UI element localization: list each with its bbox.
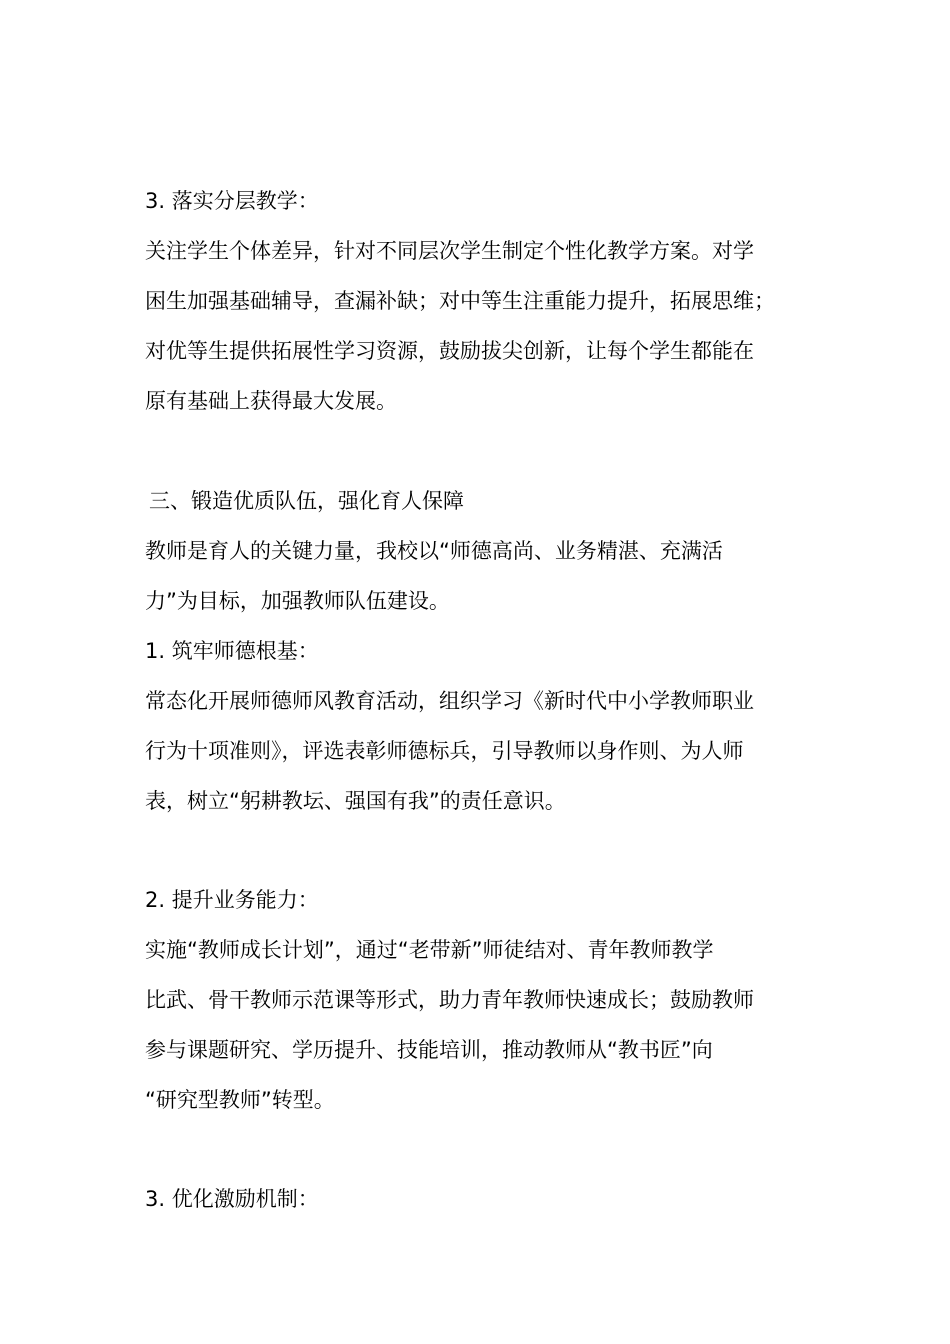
paragraph-line: 参与课题研究、学历提升、技能培训，推动教师从“教书匠”向 (145, 1038, 713, 1062)
paragraph-line: 行为十项准则》，评选表彰师德标兵，引导教师以身作则、为人师 (145, 739, 744, 763)
paragraph-line: 实施“教师成长计划”，通过“老带新”师徒结对、青年教师教学 (145, 938, 714, 962)
paragraph-line: 表，树立“躬耕教坛、强国有我”的责任意识。 (145, 789, 566, 813)
paragraph-line: 原有基础上获得最大发展。 (145, 389, 397, 413)
paragraph-line: 困生加强基础辅导，查漏补缺；对中等生注重能力提升，拓展思维； (145, 289, 775, 313)
subheading-layered-teaching: 3. 落实分层教学： (145, 189, 319, 213)
paragraph-line: “研究型教师”转型。 (145, 1088, 335, 1112)
section-heading-teacher-team: 三、锻造优质队伍，强化育人保障 (149, 489, 464, 513)
paragraph-line: 常态化开展师德师风教育活动，组织学习《新时代中小学教师职业 (145, 689, 754, 713)
paragraph-line: 教师是育人的关键力量，我校以“师德高尚、业务精湛、充满活 (145, 539, 723, 563)
subheading-professional-ability: 2. 提升业务能力： (145, 888, 319, 912)
subheading-incentive-mechanism: 3. 优化激励机制： (145, 1187, 319, 1211)
subheading-teacher-ethics: 1. 筑牢师德根基： (145, 639, 319, 663)
paragraph-line: 关注学生个体差异，针对不同层次学生制定个性化教学方案。对学 (145, 239, 754, 263)
paragraph-line: 力”为目标，加强教师队伍建设。 (145, 589, 450, 613)
paragraph-line: 比武、骨干教师示范课等形式，助力青年教师快速成长；鼓励教师 (145, 988, 754, 1012)
paragraph-line: 对优等生提供拓展性学习资源，鼓励拔尖创新，让每个学生都能在 (145, 339, 754, 363)
